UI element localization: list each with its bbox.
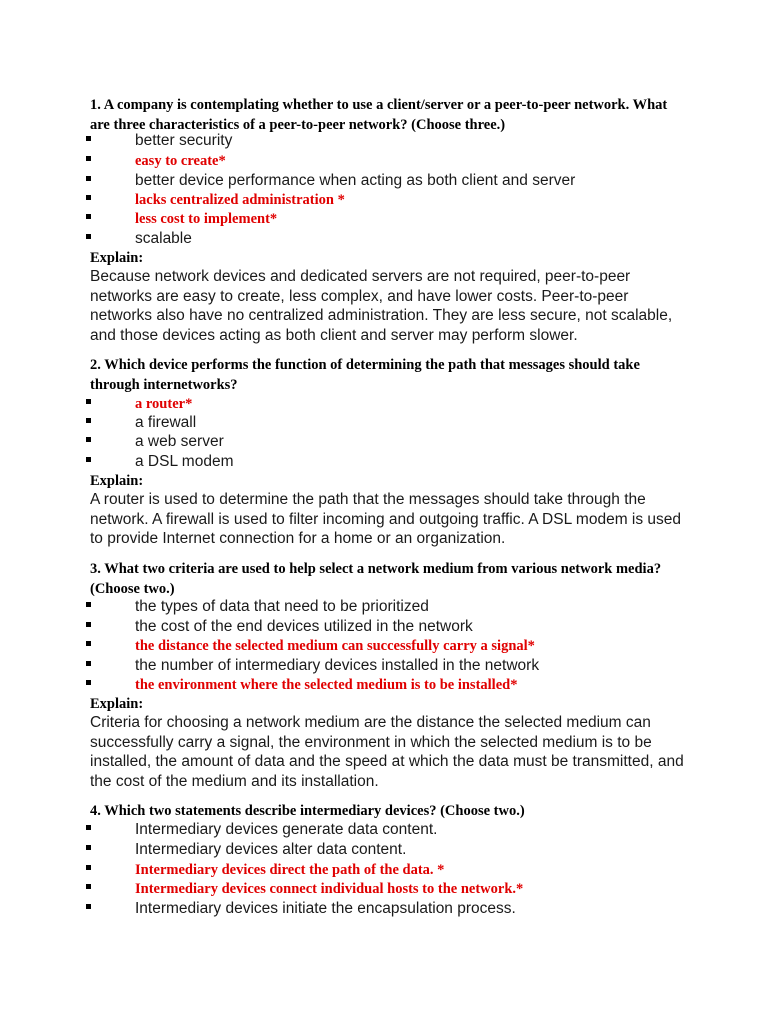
explain-text-q2: A router is used to determine the path that the messages should take through the network. A firewall is used to filter incoming and outgoing traffic. A DSL modem is used to provide Internet connection for a home or an organization. [90, 491, 682, 548]
bullet-icon [86, 399, 91, 404]
option-q1-4-correct: lacks centralized administration * [0, 190, 700, 210]
option-q3-3-correct: the distance the selected medium can successfully carry a signal* [0, 636, 700, 656]
bullet-icon [86, 418, 91, 423]
option-q3-4: the number of intermediary devices installed in the network [0, 656, 700, 676]
option-q3-5-correct: the environment where the selected medium is to be installed* [0, 675, 700, 695]
option-q4-3-correct: Intermediary devices direct the path of the data. * [0, 860, 700, 880]
bullet-icon [86, 176, 91, 181]
bullet-icon [86, 904, 91, 909]
option-q4-5: Intermediary devices initiate the encapsulation process. [0, 899, 700, 919]
explain-text-q1: Because network devices and dedicated servers are not required, peer-to-peer networks are easy to create, less complex, and have lower costs. Peer-to-peer networks also have no centralized administration. They are less secure, not scalable, and those devices acting as both client and server may perform slower. [90, 268, 673, 344]
bullet-icon [86, 622, 91, 627]
explain-text-q3: Criteria for choosing a network medium are the distance the selected medium can successfully carry a signal, the environment in which the selected medium is to be installed, the amount of data and the speed at which the data must be transmitted, and the cost of the medium and its installation. [90, 714, 684, 790]
option-q4-2: Intermediary devices alter data content. [0, 840, 700, 860]
option-q1-1: better security [0, 131, 700, 151]
question-1-text: 1. A company is contemplating whether to use a client/server or a peer-to-peer network. What are three characteristics of a peer-to-peer network? (Choose three.) [90, 97, 668, 133]
bullet-icon [86, 234, 91, 239]
option-q1-2-correct: easy to create* [0, 151, 700, 171]
option-q4-1: Intermediary devices generate data content. [0, 820, 700, 840]
option-q2-2: a firewall [0, 413, 700, 433]
bullet-icon [86, 457, 91, 462]
option-q1-5-correct: less cost to implement* [0, 209, 700, 229]
explain-label-q3: Explain: [90, 696, 144, 712]
option-q4-4-correct: Intermediary devices connect individual hosts to the network.* [0, 879, 700, 899]
option-q1-6: scalable [0, 229, 700, 249]
explain-label-q2: Explain: [90, 473, 144, 489]
question-2-text: 2. Which device performs the function of determining the path that messages should take through internetworks? [90, 357, 640, 393]
bullet-icon [86, 156, 91, 161]
bullet-icon [86, 136, 91, 141]
option-q1-3: better device performance when acting as both client and server [0, 171, 700, 191]
explain-label-q1: Explain: [90, 250, 144, 266]
bullet-icon [86, 884, 91, 889]
bullet-icon [86, 845, 91, 850]
option-q3-2: the cost of the end devices utilized in the network [0, 617, 700, 637]
bullet-icon [86, 602, 91, 607]
bullet-icon [86, 661, 91, 666]
option-q2-3: a web server [0, 432, 700, 452]
question-4-text: 4. Which two statements describe intermediary devices? (Choose two.) [90, 803, 525, 819]
bullet-icon [86, 437, 91, 442]
option-q2-4: a DSL modem [0, 452, 700, 472]
bullet-icon [86, 680, 91, 685]
question-3-text: 3. What two criteria are used to help select a network medium from various network media? (Choose two.) [90, 561, 662, 597]
option-q2-1-correct: a router* [0, 394, 700, 414]
option-q3-1: the types of data that need to be prioritized [0, 597, 700, 617]
bullet-icon [86, 825, 91, 830]
bullet-icon [86, 195, 91, 200]
bullet-icon [86, 641, 91, 646]
bullet-icon [86, 214, 91, 219]
bullet-icon [86, 865, 91, 870]
